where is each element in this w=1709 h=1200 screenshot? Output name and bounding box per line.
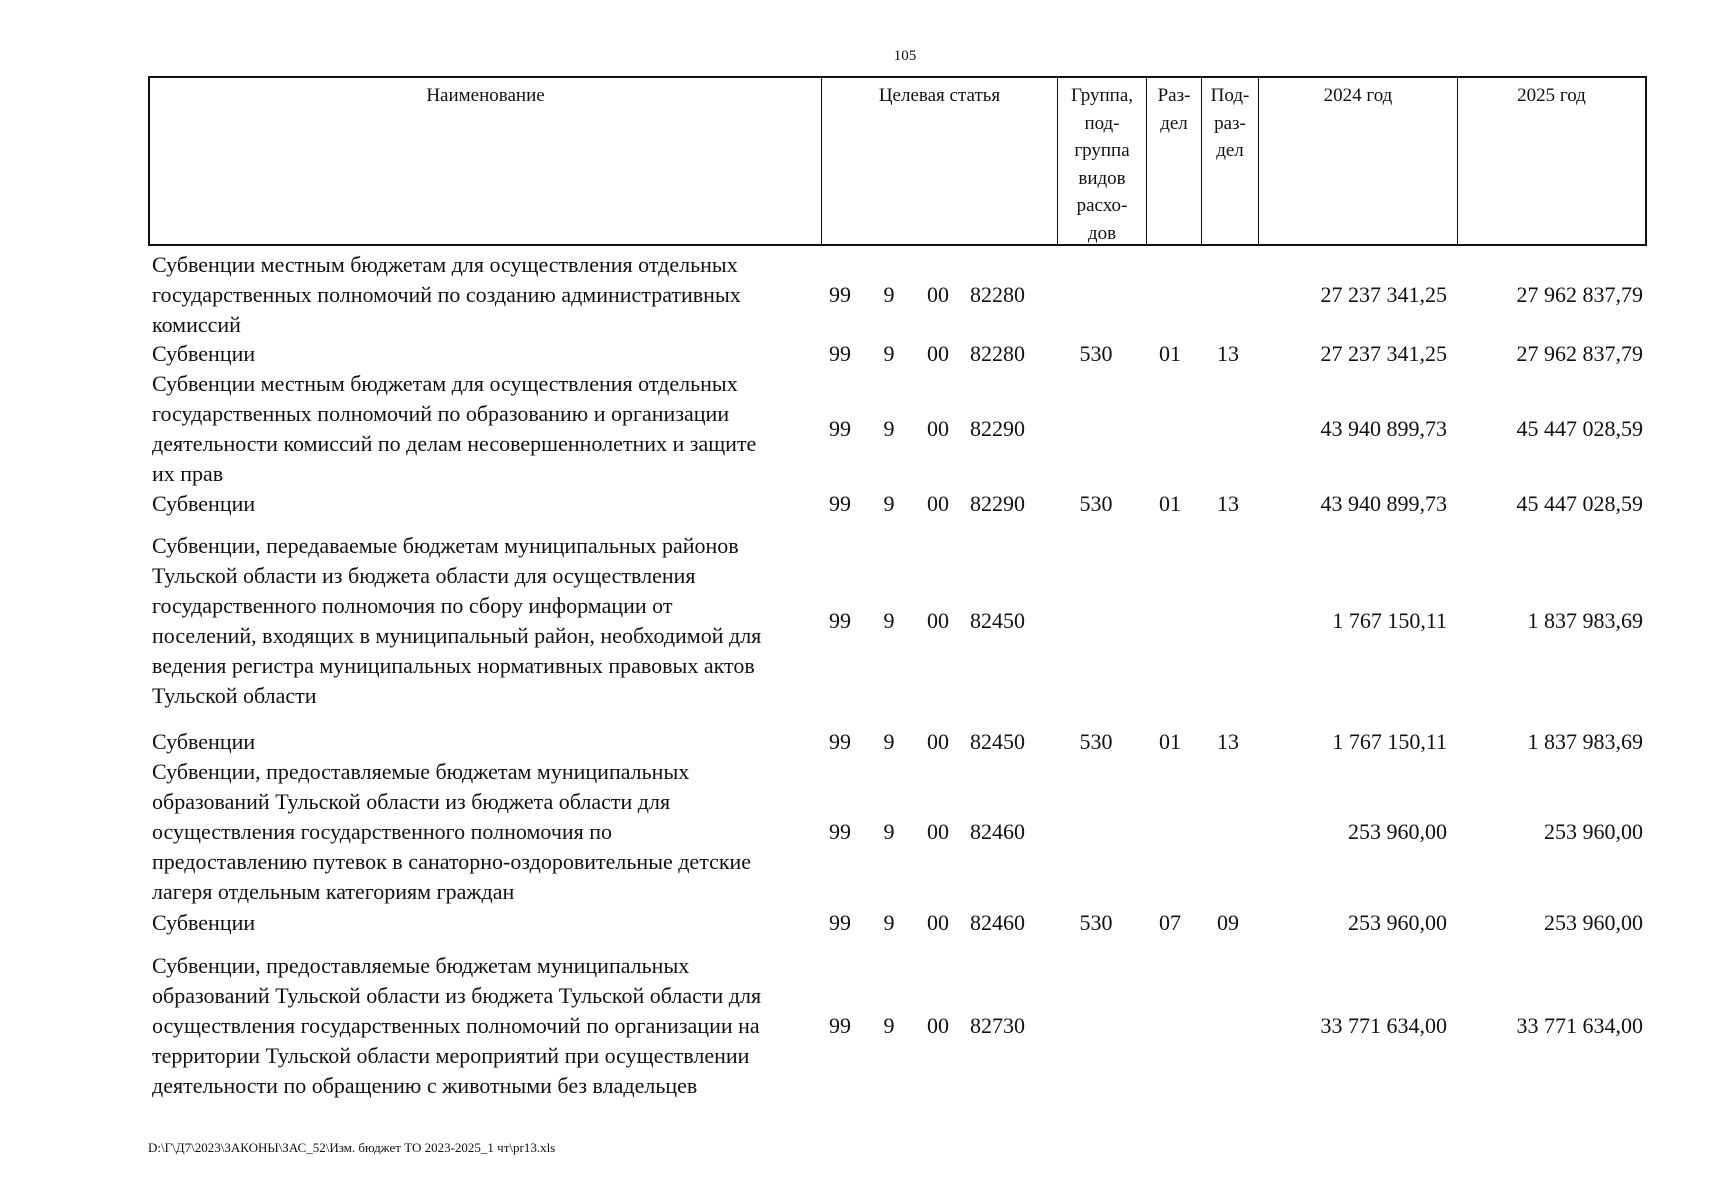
row-name: Субвенции, предоставляемые бюджетам муниципальных образований Тульской области из бюджета области для осуществления государственного полномочия по предоставлению путевок в санаторно-оздоровительные детские лагеря отдельным категориям граждан bbox=[152, 759, 752, 904]
amount-2025: 1 837 983,69 bbox=[1527, 608, 1643, 633]
header-section: Раз- дел bbox=[1147, 78, 1202, 244]
target-direction-code: 00 bbox=[927, 608, 949, 633]
section-value: 07 bbox=[1159, 910, 1181, 935]
target-program-code: 99 bbox=[829, 910, 851, 935]
amount-2024: 1 767 150,11 bbox=[1332, 608, 1447, 633]
target-direction-code: 00 bbox=[927, 341, 949, 366]
section-value: 01 bbox=[1159, 491, 1181, 516]
target-direction-code: 00 bbox=[927, 819, 949, 844]
target-subprogram-code: 9 bbox=[883, 608, 895, 633]
target-subprogram-code: 9 bbox=[883, 341, 895, 366]
row-name: Субвенции, передаваемые бюджетам муниципальных районов Тульской области из бюджета области для осуществления государственного полномочия по сбору информации от поселений, входящих в муниципальный район, необходимой для ведения регистра муниципальных нормативных правовых актов Тульской области bbox=[152, 533, 762, 708]
row-name: Субвенции bbox=[152, 341, 256, 366]
target-expense-code: 82290 bbox=[970, 491, 1025, 516]
table-row bbox=[148, 727, 1647, 757]
target-subprogram-code: 9 bbox=[883, 491, 895, 516]
row-name: Субвенции местным бюджетам для осуществления отдельных государственных полномочий по образованию и организации деятельности комиссий по делам несовершеннолетних и защите их прав bbox=[152, 371, 757, 486]
table-row bbox=[148, 757, 1647, 907]
table-row bbox=[148, 369, 1647, 489]
header-year-2025: 2025 год bbox=[1517, 85, 1586, 106]
target-subprogram-code: 9 bbox=[883, 282, 895, 307]
header-year-2024: 2024 год bbox=[1259, 78, 1458, 244]
target-expense-code: 82460 bbox=[970, 819, 1025, 844]
row-name: Субвенции местным бюджетам для осуществления отдельных государственных полномочий по созданию административных комиссий bbox=[152, 252, 741, 337]
target-expense-code: 82450 bbox=[970, 729, 1025, 754]
expense-group-value: 530 bbox=[1079, 341, 1113, 366]
amount-2025: 27 962 837,79 bbox=[1516, 341, 1643, 366]
amount-2025: 45 447 028,59 bbox=[1516, 416, 1643, 441]
amount-2025: 27 962 837,79 bbox=[1516, 282, 1643, 307]
target-direction-code: 00 bbox=[927, 910, 949, 935]
subsection-value: 13 bbox=[1217, 729, 1239, 754]
row-name: Субвенции bbox=[152, 910, 256, 935]
amount-2024: 1 767 150,11 bbox=[1332, 729, 1447, 754]
file-path-footer: D:\Г\Д7\2023\ЗАКОНЫ\ЗАС_52\Изм. бюджет ТО 2023-2025_1 чт\pr13.xls bbox=[148, 1140, 556, 1155]
page-number: 105 bbox=[893, 48, 917, 64]
amount-2024: 253 960,00 bbox=[1348, 819, 1447, 844]
table-row bbox=[148, 339, 1647, 369]
table-header bbox=[148, 76, 1647, 246]
target-program-code: 99 bbox=[829, 729, 851, 754]
amount-2025: 253 960,00 bbox=[1544, 910, 1643, 935]
table-row bbox=[148, 908, 1647, 938]
target-expense-code: 82450 bbox=[970, 608, 1025, 633]
expense-group-value: 530 bbox=[1079, 910, 1113, 935]
target-subprogram-code: 9 bbox=[883, 819, 895, 844]
header-name: Наименование bbox=[150, 78, 822, 244]
subsection-value: 13 bbox=[1217, 341, 1239, 366]
amount-2025: 33 771 634,00 bbox=[1516, 1013, 1643, 1038]
amount-2024: 43 940 899,73 bbox=[1320, 491, 1447, 516]
target-program-code: 99 bbox=[829, 282, 851, 307]
amount-2024: 27 237 341,25 bbox=[1320, 282, 1447, 307]
subsection-value: 13 bbox=[1217, 491, 1239, 516]
target-expense-code: 82290 bbox=[970, 416, 1025, 441]
target-program-code: 99 bbox=[829, 491, 851, 516]
amount-2024: 253 960,00 bbox=[1348, 910, 1447, 935]
subsection-value: 09 bbox=[1217, 910, 1239, 935]
amount-2025: 45 447 028,59 bbox=[1516, 491, 1643, 516]
header-subsection: Под- раз- дел bbox=[1202, 78, 1259, 244]
table-row bbox=[148, 489, 1647, 519]
target-direction-code: 00 bbox=[927, 729, 949, 754]
target-program-code: 99 bbox=[829, 341, 851, 366]
amount-2024: 33 771 634,00 bbox=[1320, 1013, 1447, 1038]
row-name: Субвенции, предоставляемые бюджетам муниципальных образований Тульской области из бюджета Тульской области для осуществления государственных полномочий по организации на территории Тульской области мероприятий при осуществлении деятельности по обращению с животными без владельцев bbox=[152, 953, 762, 1098]
target-subprogram-code: 9 bbox=[883, 910, 895, 935]
target-expense-code: 82280 bbox=[970, 282, 1025, 307]
target-program-code: 99 bbox=[829, 416, 851, 441]
target-program-code: 99 bbox=[829, 819, 851, 844]
amount-2024: 27 237 341,25 bbox=[1320, 341, 1447, 366]
target-expense-code: 82730 bbox=[970, 1013, 1025, 1038]
header-target-article: Целевая статья bbox=[822, 78, 1058, 244]
expense-group-value: 530 bbox=[1079, 729, 1113, 754]
row-name: Субвенции bbox=[152, 729, 256, 754]
target-direction-code: 00 bbox=[927, 491, 949, 516]
target-subprogram-code: 9 bbox=[883, 416, 895, 441]
amount-2025: 253 960,00 bbox=[1544, 819, 1643, 844]
row-name: Субвенции bbox=[152, 491, 256, 516]
table-row bbox=[148, 531, 1647, 711]
target-subprogram-code: 9 bbox=[883, 729, 895, 754]
section-value: 01 bbox=[1159, 729, 1181, 754]
amount-2024: 43 940 899,73 bbox=[1320, 416, 1447, 441]
target-direction-code: 00 bbox=[927, 1013, 949, 1038]
amount-2025: 1 837 983,69 bbox=[1527, 729, 1643, 754]
expense-group-value: 530 bbox=[1079, 491, 1113, 516]
target-expense-code: 82460 bbox=[970, 910, 1025, 935]
table-row bbox=[148, 951, 1647, 1101]
header-expense-group: Группа, под- группа видов расхо- дов bbox=[1058, 78, 1147, 244]
table-row bbox=[148, 250, 1647, 340]
target-direction-code: 00 bbox=[927, 282, 949, 307]
target-subprogram-code: 9 bbox=[883, 1013, 895, 1038]
target-program-code: 99 bbox=[829, 1013, 851, 1038]
target-program-code: 99 bbox=[829, 608, 851, 633]
target-direction-code: 00 bbox=[927, 416, 949, 441]
target-expense-code: 82280 bbox=[970, 341, 1025, 366]
section-value: 01 bbox=[1159, 341, 1181, 366]
